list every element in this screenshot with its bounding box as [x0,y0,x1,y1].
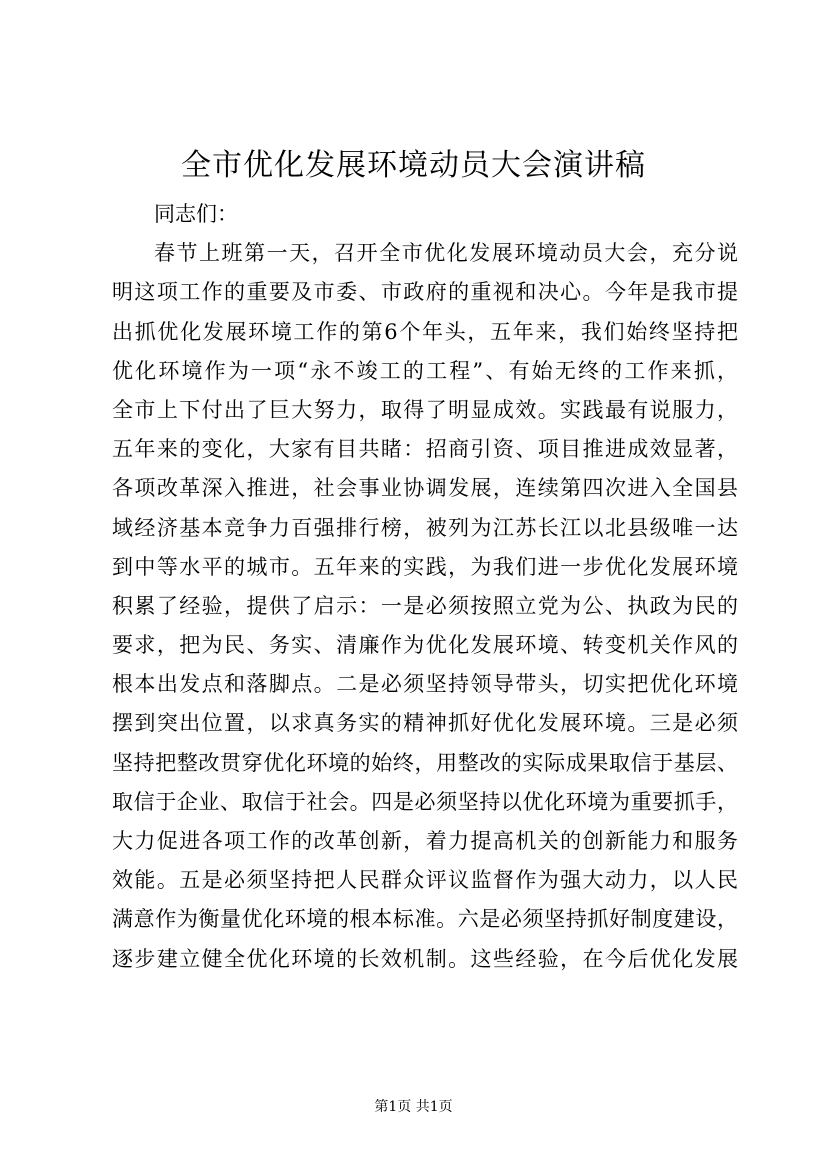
salutation: 同志们： [154,202,238,226]
body-line: 要求，把为民、务实、清廉作为优化发展环境、转变机关作风的 [112,633,738,658]
body-line: 域经济基本竞争力百强排行榜，被列为江苏长江以北县级唯一达 [112,515,738,540]
body-line: 全市上下付出了巨大努力，取得了明显成效。实践最有说服力， [112,397,738,422]
body-line: 积累了经验，提供了启示：一是必须按照立党为公、执政为民的 [112,593,738,618]
body-line: 春节上班第一天，召开全市优化发展环境动员大会，充分说 [154,241,738,266]
body-line: 优化环境作为一项“永不竣工的工程”、有始无终的工作来抓， [112,358,738,383]
body-line: 到中等水平的城市。五年来的实践，为我们进一步优化发展环境 [112,554,738,579]
document-body [112,195,738,979]
body-line: 效能。五是必须坚持把人民群众评议监督作为强大动力，以人民 [112,868,738,893]
body-line: 出抓优化发展环境工作的第6个年头，五年来，我们始终坚持把 [112,319,738,344]
body-line: 满意作为衡量优化环境的根本标准。六是必须坚持抓好制度建设， [112,907,738,932]
document-title: 全市优化发展环境动员大会演讲稿 [181,148,646,183]
body-line: 摆到突出位置，以求真务实的精神抓好优化发展环境。三是必须 [112,711,738,736]
body-line: 明这项工作的重要及市委、市政府的重视和决心。今年是我市提 [112,280,738,305]
body-line: 坚持把整改贯穿优化环境的始终，用整改的实际成果取信于基层、 [112,750,738,775]
body-line: 五年来的变化，大家有目共睹：招商引资、项目推进成效显著， [112,437,738,462]
body-line: 逐步建立健全优化环境的长效机制。这些经验，在今后优化发展 [112,946,738,971]
body-line: 根本出发点和落脚点。二是必须坚持领导带头，切实把优化环境 [112,672,738,697]
page-footer: 第1页 共1页 [374,1099,453,1115]
body-line: 取信于企业、取信于社会。四是必须坚持以优化环境为重要抓手， [112,789,738,814]
body-line: 大力促进各项工作的改革创新，着力提高机关的创新能力和服务 [112,829,738,853]
body-line: 各项改革深入推进，社会事业协调发展，连续第四次进入全国县 [112,476,738,501]
